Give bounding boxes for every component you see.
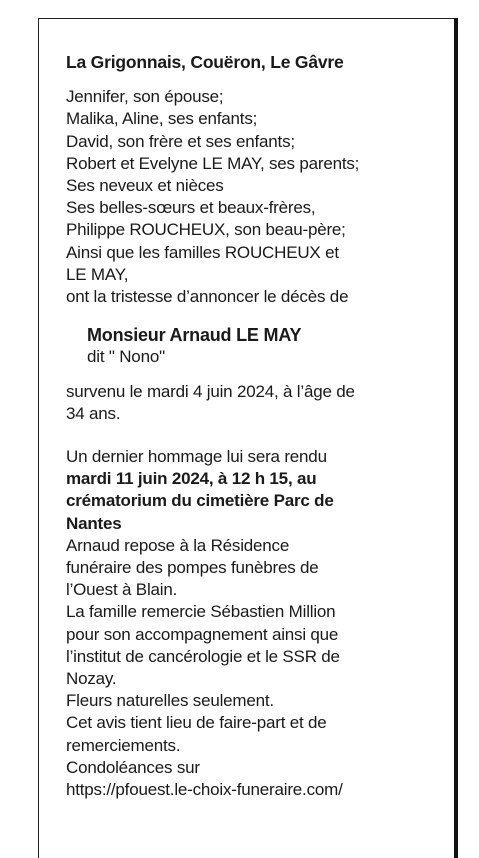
closing-line: Condoléances sur	[66, 757, 200, 777]
family-line: Malika, Aline, ses enfants;	[66, 109, 258, 129]
spacer	[66, 425, 436, 446]
ceremony-intro: Un dernier hommage lui sera rendu	[66, 447, 327, 467]
closing-line: pour son accompagnement ainsi que	[66, 624, 339, 644]
ceremony-detail: mardi 11 juin 2024, à 12 h 15, au	[66, 469, 317, 489]
closing-line: La famille remercie Sébastien Million	[66, 602, 336, 622]
closing-line: l’Ouest à Blain.	[66, 580, 178, 600]
family-list	[66, 86, 436, 308]
condolences-url: https://pfouest.le-choix-funeraire.com/	[66, 780, 343, 800]
announcement-line: ont la tristesse d’annoncer le décès de	[66, 287, 349, 307]
deceased-name: Monsieur Arnaud LE MAY	[87, 325, 302, 346]
closing-line: remerciements.	[66, 735, 181, 755]
family-line: Jennifer, son épouse;	[66, 87, 224, 107]
closing-line: funéraire des pompes funèbres de	[66, 558, 319, 578]
family-line: Ses neveux et nièces	[66, 176, 224, 196]
ceremony-detail: crématorium du cimetière Parc de	[66, 491, 334, 511]
family-line: Philippe ROUCHEUX, son beau-père;	[66, 220, 346, 240]
ceremony-detail: Nantes	[66, 513, 122, 533]
family-line: Ses belles-sœurs et beaux-frères,	[66, 198, 316, 218]
closing-line: l’institut de cancérologie et le SSR de	[66, 646, 340, 666]
family-line: Robert et Evelyne LE MAY, ses parents;	[66, 153, 360, 173]
notice-content	[66, 51, 436, 801]
family-line: LE MAY,	[66, 264, 129, 284]
ceremony-info	[66, 446, 436, 535]
death-info	[66, 381, 436, 425]
closing-line: Fleurs naturelles seulement.	[66, 691, 274, 711]
closing-line: Cet avis tient lieu de faire-part et de	[66, 713, 327, 733]
closing-info	[66, 535, 436, 801]
family-line: David, son frère et ses enfants;	[66, 131, 295, 151]
death-line: survenu le mardi 4 juin 2024, à l’âge de	[66, 381, 355, 401]
closing-line: Arnaud repose à la Résidence	[66, 535, 290, 555]
deceased-nickname: dit " Nono"	[87, 347, 165, 367]
obituary-notice	[38, 18, 458, 858]
family-line: Ainsi que les familles ROUCHEUX et	[66, 242, 339, 262]
closing-line: Nozay.	[66, 669, 117, 689]
death-line: 34 ans.	[66, 403, 121, 423]
notice-title: La Grigonnais, Couëron, Le Gâvre	[66, 52, 344, 72]
